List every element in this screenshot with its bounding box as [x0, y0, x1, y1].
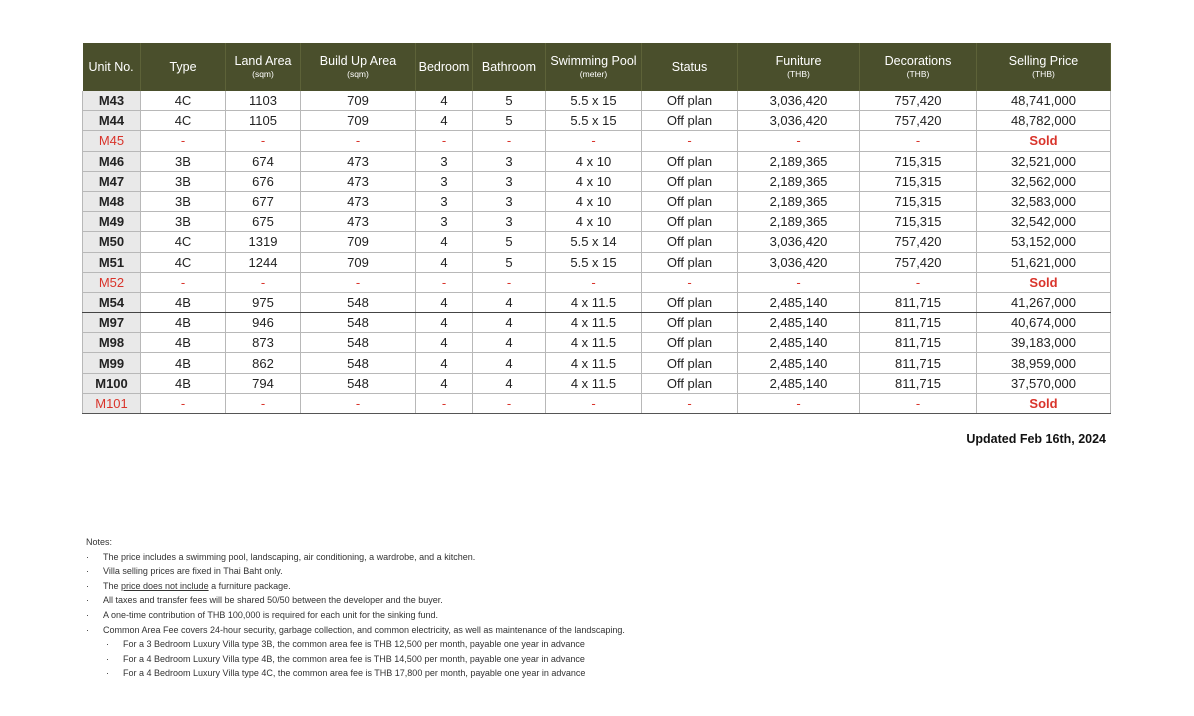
column-header: [546, 43, 642, 91]
cell-decorations: -: [860, 272, 977, 292]
cell-land: 674: [226, 151, 301, 171]
cell-bed: -: [416, 393, 473, 413]
cell-pool: 5.5 x 14: [546, 232, 642, 252]
cell-furniture: 2,189,365: [738, 212, 860, 232]
cell-status: Off plan: [642, 353, 738, 373]
cell-price: 32,583,000: [977, 191, 1111, 211]
cell-build: 548: [301, 292, 416, 312]
cell-land: 676: [226, 171, 301, 191]
column-header: [860, 43, 977, 91]
cell-land: -: [226, 131, 301, 151]
table-body: [83, 91, 1111, 414]
cell-unit: M98: [83, 333, 141, 353]
cell-unit: M100: [83, 373, 141, 393]
cell-price: 32,542,000: [977, 212, 1111, 232]
column-header-unit: (meter): [579, 69, 608, 80]
cell-status: Off plan: [642, 191, 738, 211]
cell-pool: 4 x 11.5: [546, 333, 642, 353]
cell-pool: 4 x 10: [546, 151, 642, 171]
cell-status: Off plan: [642, 151, 738, 171]
notes-title: Notes:: [86, 537, 113, 547]
cell-unit: M54: [83, 292, 141, 312]
note-sub-item: · For a 3 Bedroom Luxury Villa type 3B, the common area fee is THB 12,500 per month, payable one year in advance: [86, 637, 625, 652]
cell-decorations: 757,420: [860, 91, 977, 111]
cell-price: 39,183,000: [977, 333, 1111, 353]
note-text-underlined: price does not include: [121, 580, 209, 591]
table-row: [83, 232, 1111, 252]
cell-bath: 5: [473, 252, 546, 272]
cell-pool: 4 x 11.5: [546, 292, 642, 312]
column-header-label: Funiture: [775, 53, 822, 68]
cell-build: 548: [301, 333, 416, 353]
cell-pool: 5.5 x 15: [546, 252, 642, 272]
cell-type: 4B: [141, 333, 226, 353]
column-header: [977, 43, 1111, 91]
cell-decorations: -: [860, 393, 977, 413]
cell-land: 946: [226, 313, 301, 333]
cell-land: 873: [226, 333, 301, 353]
cell-price: 53,152,000: [977, 232, 1111, 252]
note-text-post: a furniture package.: [208, 580, 291, 591]
cell-bed: -: [416, 272, 473, 292]
column-header: [473, 43, 546, 91]
cell-land: 1103: [226, 91, 301, 111]
cell-furniture: 3,036,420: [738, 232, 860, 252]
cell-bath: 5: [473, 232, 546, 252]
cell-build: -: [301, 131, 416, 151]
cell-status: Off plan: [642, 252, 738, 272]
cell-furniture: 2,189,365: [738, 191, 860, 211]
cell-status: -: [642, 131, 738, 151]
cell-price: 32,521,000: [977, 151, 1111, 171]
cell-furniture: -: [738, 272, 860, 292]
table-row: [83, 333, 1111, 353]
cell-bed: 3: [416, 191, 473, 211]
cell-build: 709: [301, 91, 416, 111]
note-sub-item: · For a 4 Bedroom Luxury Villa type 4C, the common area fee is THB 17,800 per month, payable one year in advance: [86, 666, 625, 681]
cell-decorations: 811,715: [860, 373, 977, 393]
column-header-label: Build Up Area: [319, 53, 397, 68]
cell-decorations: 811,715: [860, 292, 977, 312]
cell-type: 4C: [141, 111, 226, 131]
cell-build: 473: [301, 191, 416, 211]
column-header: [226, 43, 301, 91]
column-header-label: Swimming Pool: [550, 53, 637, 68]
cell-build: 473: [301, 212, 416, 232]
cell-bed: 4: [416, 111, 473, 131]
cell-pool: 4 x 10: [546, 212, 642, 232]
cell-land: 794: [226, 373, 301, 393]
cell-bed: 4: [416, 232, 473, 252]
cell-unit: M99: [83, 353, 141, 373]
cell-price: 51,621,000: [977, 252, 1111, 272]
table-row: [83, 353, 1111, 373]
cell-decorations: 811,715: [860, 353, 977, 373]
cell-bath: -: [473, 393, 546, 413]
note-text-pre: The: [103, 580, 122, 591]
cell-price: 40,674,000: [977, 313, 1111, 333]
column-header: [301, 43, 416, 91]
cell-price: 41,267,000: [977, 292, 1111, 312]
cell-status: -: [642, 393, 738, 413]
table-row: [83, 393, 1111, 413]
cell-build: 473: [301, 151, 416, 171]
cell-bed: 3: [416, 212, 473, 232]
cell-land: 862: [226, 353, 301, 373]
cell-status: Off plan: [642, 232, 738, 252]
cell-decorations: 715,315: [860, 191, 977, 211]
cell-bath: -: [473, 272, 546, 292]
cell-price: 48,782,000: [977, 111, 1111, 131]
cell-type: 4C: [141, 252, 226, 272]
cell-price: 32,562,000: [977, 171, 1111, 191]
notes-list: [86, 550, 625, 681]
cell-price: Sold: [977, 393, 1111, 413]
cell-decorations: 757,420: [860, 111, 977, 131]
note-item: · Common Area Fee covers 24-hour security, garbage collection, and common electricity, as well as maintenance of the landscaping.: [86, 623, 625, 638]
cell-furniture: 2,189,365: [738, 171, 860, 191]
updated-date: Updated Feb 16th, 2024: [966, 432, 1106, 446]
note-sub-item: · For a 4 Bedroom Luxury Villa type 4B, the common area fee is THB 14,500 per month, payable one year in advance: [86, 652, 625, 667]
table-row: [83, 272, 1111, 292]
column-header-unit: (THB): [787, 69, 810, 80]
villa-price-table: [82, 43, 1111, 414]
cell-land: 1105: [226, 111, 301, 131]
cell-bath: 3: [473, 212, 546, 232]
cell-unit: M101: [83, 393, 141, 413]
cell-unit: M43: [83, 91, 141, 111]
cell-price: Sold: [977, 131, 1111, 151]
cell-status: Off plan: [642, 292, 738, 312]
cell-build: -: [301, 393, 416, 413]
note-item: · A one-time contribution of THB 100,000 is required for each unit for the sinking fund.: [86, 608, 625, 623]
cell-status: Off plan: [642, 91, 738, 111]
cell-type: 4B: [141, 373, 226, 393]
column-header: [416, 43, 473, 91]
table-row: [83, 212, 1111, 232]
column-header-label: Decorations: [884, 53, 952, 68]
cell-bed: 4: [416, 91, 473, 111]
cell-furniture: -: [738, 131, 860, 151]
cell-build: -: [301, 272, 416, 292]
cell-bath: 4: [473, 373, 546, 393]
cell-decorations: 715,315: [860, 151, 977, 171]
cell-pool: -: [546, 131, 642, 151]
cell-land: 677: [226, 191, 301, 211]
cell-build: 548: [301, 373, 416, 393]
cell-bed: 4: [416, 353, 473, 373]
cell-bed: 4: [416, 292, 473, 312]
note-item: [86, 579, 625, 594]
cell-unit: M45: [83, 131, 141, 151]
cell-price: 37,570,000: [977, 373, 1111, 393]
note-item: · The price includes a swimming pool, landscaping, air conditioning, a wardrobe, and a kitchen.: [86, 550, 625, 565]
cell-pool: 4 x 11.5: [546, 373, 642, 393]
note-item: · Villa selling prices are fixed in Thai Baht only.: [86, 564, 625, 579]
column-header-unit: (sqm): [252, 69, 274, 80]
cell-furniture: 2,485,140: [738, 353, 860, 373]
cell-unit: M48: [83, 191, 141, 211]
cell-type: 3B: [141, 191, 226, 211]
cell-pool: 4 x 11.5: [546, 353, 642, 373]
cell-bath: -: [473, 131, 546, 151]
cell-furniture: 2,189,365: [738, 151, 860, 171]
cell-build: 709: [301, 252, 416, 272]
cell-land: -: [226, 272, 301, 292]
cell-type: 4B: [141, 313, 226, 333]
cell-status: Off plan: [642, 111, 738, 131]
cell-furniture: 3,036,420: [738, 111, 860, 131]
cell-furniture: 2,485,140: [738, 333, 860, 353]
cell-status: Off plan: [642, 212, 738, 232]
column-header-unit: (THB): [1032, 69, 1055, 80]
cell-build: 548: [301, 353, 416, 373]
cell-unit: M46: [83, 151, 141, 171]
cell-furniture: 3,036,420: [738, 252, 860, 272]
cell-pool: -: [546, 272, 642, 292]
cell-land: 1244: [226, 252, 301, 272]
cell-unit: M52: [83, 272, 141, 292]
column-header-label: Type: [169, 59, 197, 74]
cell-build: 548: [301, 313, 416, 333]
cell-bed: 3: [416, 151, 473, 171]
column-header: [141, 43, 226, 91]
cell-build: 709: [301, 232, 416, 252]
cell-bath: 4: [473, 313, 546, 333]
cell-status: Off plan: [642, 333, 738, 353]
column-header-label: Bathroom: [481, 59, 537, 74]
cell-bed: 4: [416, 313, 473, 333]
cell-unit: M47: [83, 171, 141, 191]
cell-type: 3B: [141, 171, 226, 191]
cell-decorations: 715,315: [860, 171, 977, 191]
cell-type: 3B: [141, 212, 226, 232]
cell-price: 38,959,000: [977, 353, 1111, 373]
cell-pool: 4 x 10: [546, 191, 642, 211]
cell-type: -: [141, 393, 226, 413]
cell-bath: 5: [473, 91, 546, 111]
cell-unit: M97: [83, 313, 141, 333]
cell-decorations: -: [860, 131, 977, 151]
table-row: [83, 91, 1111, 111]
cell-bed: 4: [416, 252, 473, 272]
cell-bed: -: [416, 131, 473, 151]
cell-bath: 4: [473, 333, 546, 353]
column-header: [738, 43, 860, 91]
cell-type: 4B: [141, 292, 226, 312]
cell-decorations: 715,315: [860, 212, 977, 232]
column-header-unit: (THB): [906, 69, 930, 80]
cell-type: -: [141, 131, 226, 151]
cell-pool: 4 x 10: [546, 171, 642, 191]
cell-pool: 4 x 11.5: [546, 313, 642, 333]
table-row: [83, 111, 1111, 131]
table-row: [83, 191, 1111, 211]
cell-bath: 4: [473, 292, 546, 312]
cell-bath: 3: [473, 151, 546, 171]
cell-unit: M49: [83, 212, 141, 232]
cell-bed: 4: [416, 373, 473, 393]
cell-land: 1319: [226, 232, 301, 252]
column-header-label: Bedroom: [418, 59, 470, 74]
table-row: [83, 292, 1111, 312]
table-row: [83, 171, 1111, 191]
cell-furniture: 2,485,140: [738, 292, 860, 312]
column-header: [83, 43, 141, 91]
cell-decorations: 811,715: [860, 333, 977, 353]
cell-bath: 5: [473, 111, 546, 131]
cell-furniture: 3,036,420: [738, 91, 860, 111]
column-header: [642, 43, 738, 91]
cell-type: 4C: [141, 232, 226, 252]
cell-type: 3B: [141, 151, 226, 171]
table-row: [83, 313, 1111, 333]
cell-bed: 4: [416, 333, 473, 353]
cell-bath: 3: [473, 191, 546, 211]
cell-bath: 3: [473, 171, 546, 191]
cell-type: 4B: [141, 353, 226, 373]
cell-type: -: [141, 272, 226, 292]
cell-status: -: [642, 272, 738, 292]
cell-status: Off plan: [642, 373, 738, 393]
cell-furniture: 2,485,140: [738, 313, 860, 333]
table-row: [83, 131, 1111, 151]
table-row: [83, 151, 1111, 171]
cell-unit: M44: [83, 111, 141, 131]
cell-unit: M51: [83, 252, 141, 272]
cell-decorations: 757,420: [860, 232, 977, 252]
cell-status: Off plan: [642, 313, 738, 333]
cell-pool: 5.5 x 15: [546, 91, 642, 111]
cell-status: Off plan: [642, 171, 738, 191]
cell-unit: M50: [83, 232, 141, 252]
table-header-row: [83, 43, 1111, 91]
cell-land: 975: [226, 292, 301, 312]
cell-land: -: [226, 393, 301, 413]
cell-land: 675: [226, 212, 301, 232]
cell-price: 48,741,000: [977, 91, 1111, 111]
cell-decorations: 811,715: [860, 313, 977, 333]
notes-section: [86, 535, 625, 681]
cell-bath: 4: [473, 353, 546, 373]
table-row: [83, 252, 1111, 272]
column-header-label: Status: [671, 59, 708, 74]
cell-decorations: 757,420: [860, 252, 977, 272]
cell-bed: 3: [416, 171, 473, 191]
cell-furniture: 2,485,140: [738, 373, 860, 393]
cell-furniture: -: [738, 393, 860, 413]
column-header-label: Unit No.: [88, 59, 134, 74]
cell-build: 709: [301, 111, 416, 131]
note-item: · All taxes and transfer fees will be shared 50/50 between the developer and the buyer.: [86, 593, 625, 608]
cell-pool: -: [546, 393, 642, 413]
cell-pool: 5.5 x 15: [546, 111, 642, 131]
cell-price: Sold: [977, 272, 1111, 292]
column-header-unit: (sqm): [347, 69, 369, 80]
cell-type: 4C: [141, 91, 226, 111]
cell-build: 473: [301, 171, 416, 191]
column-header-label: Land Area: [234, 53, 292, 68]
column-header-label: Selling Price: [1008, 53, 1079, 68]
table-row: [83, 373, 1111, 393]
